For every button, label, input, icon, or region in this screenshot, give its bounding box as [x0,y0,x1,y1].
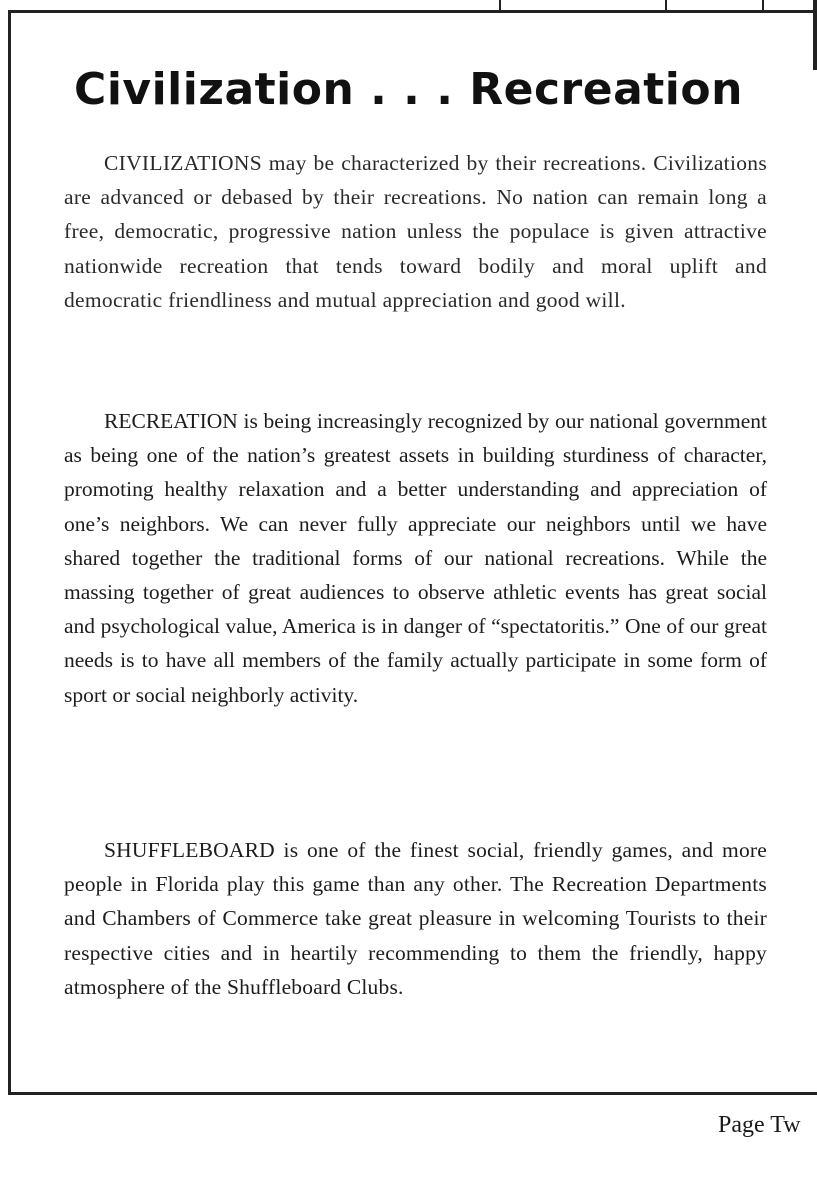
right-border-edge [813,0,817,70]
top-border-tick [499,0,501,12]
paragraph-body: may be characterized by their recreations. Civilizations are advanced or debased by their recreations. No nation can remain long a free, democratic, progressive nation unless the populace is given attractive nationwide recreation that tends toward bodily and moral uplift and democratic friendliness and mutual appreciation and good will. [64,151,767,312]
top-border-tick [762,0,764,12]
page-title: Civilization . . . Recreation [74,64,743,115]
page-number: Page Tw [718,1112,801,1138]
paragraph-body: is one of the finest social, friendly games, and more people in Florida play this game than any other. The Recreation Departments and Chambers of Commerce take great pleasure in welcoming Tourists to their respective cities and in heartily recommending to them the friendly, happy atmosphere of the Shuffleboard Clubs. [64,838,767,999]
paragraph-shuffleboard [64,833,767,1004]
paragraph-recreation [64,404,767,712]
paragraph-lead: SHUFFLEBOARD [104,838,275,862]
paragraph-lead: RECREATION [104,409,238,433]
paragraph-lead: CIVILIZATIONS [104,151,262,175]
paragraph-body: is being increasingly recognized by our national government as being one of the nation’s greatest assets in building sturdiness of character, promoting healthy relaxation and a better understanding and appreciation of one’s neighbors. We can never fully appreciate our neighbors until we have shared together the traditional forms of our national recreations. While the massing together of great audiences to observe athletic events has great social and psychological value, America is in danger of “spectatoritis.” One of our great needs is to have all members of the family actually participate in some form of sport or social neighborly activity. [64,409,767,707]
top-border-tick [665,0,667,12]
paragraph-civilizations [64,146,767,317]
